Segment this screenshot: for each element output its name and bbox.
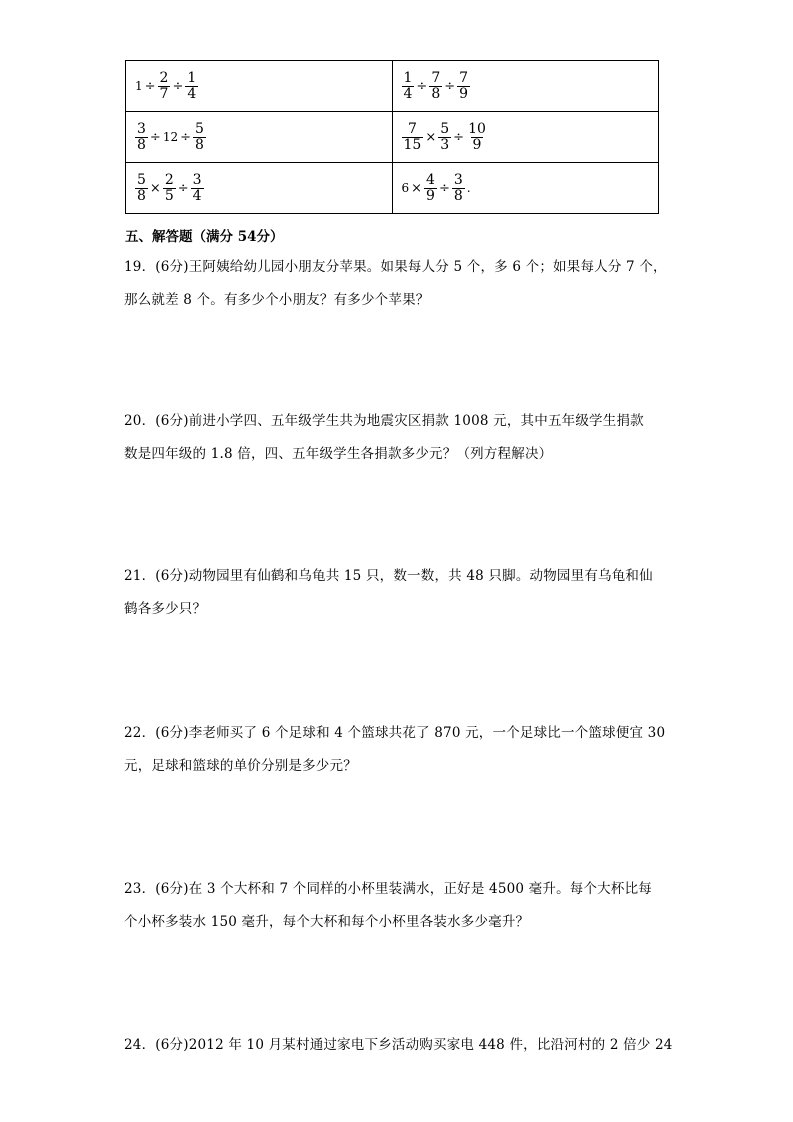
question-line: 个小杯多装水 150 毫升，每个大杯和每个小杯里各装水多少毫升？ (124, 914, 530, 930)
fraction (158, 71, 171, 102)
question-20 (124, 405, 663, 471)
fraction (424, 173, 437, 204)
fraction-denominator: 8 (431, 85, 441, 102)
fraction-denominator: 8 (453, 187, 463, 204)
fraction-denominator: 4 (192, 187, 202, 204)
question-19 (124, 251, 667, 317)
operator: ÷ (444, 78, 456, 94)
fraction-numerator: 10 (468, 120, 486, 137)
fraction-denominator: 4 (403, 85, 413, 102)
fraction-denominator: 9 (472, 136, 482, 153)
question-line: 鹤各多少只？ (124, 601, 207, 617)
fraction-denominator: 8 (195, 136, 204, 153)
question-line: 24．(6分)2012 年 10 月某村通过家电下乡活动购买家电 448 件，比沿河村的 2 倍少 24 (124, 1037, 673, 1053)
fraction-denominator: 9 (459, 85, 469, 102)
expression (401, 173, 472, 204)
section-title: 五、解答题（满分 54分） (125, 229, 284, 245)
fraction-numerator: 3 (192, 171, 202, 188)
fraction-denominator: 7 (159, 85, 169, 102)
question-24 (124, 1029, 673, 1062)
question-23 (124, 873, 663, 939)
fraction (438, 122, 451, 153)
fraction-denominator: 9 (426, 187, 435, 204)
fraction-numerator: 3 (453, 171, 463, 188)
fraction-numerator: 2 (164, 171, 174, 188)
fraction-numerator: 5 (195, 120, 204, 137)
operator: ÷ (149, 129, 161, 145)
calc-cell (126, 61, 393, 112)
operator: ÷ (144, 78, 156, 94)
number: 1 (135, 79, 143, 93)
expression (134, 71, 199, 102)
expression (134, 122, 207, 153)
fraction-numerator: 4 (426, 171, 435, 188)
calc-row (126, 163, 659, 214)
fraction-denominator: 4 (187, 85, 197, 102)
expression (401, 122, 489, 153)
question-line: 19．(6分)王阿姨给幼儿园小朋友分苹果。如果每人分 5 个，多 6 个；如果每人分 7 个， (124, 259, 667, 275)
calc-cell (126, 163, 393, 214)
operator: ÷ (172, 78, 184, 94)
number: 6 (401, 181, 410, 195)
fraction-numerator: 5 (137, 171, 146, 188)
fraction (457, 71, 470, 102)
number: . (466, 181, 471, 195)
fraction-numerator: 7 (407, 120, 417, 137)
calculation-table (125, 60, 659, 214)
question-line: 那么就差 8 个。有多少个小朋友？有多少个苹果？ (124, 292, 430, 308)
fraction (163, 173, 176, 204)
question-line: 22．(6分)李老师买了 6 个足球和 4 个篮球共花了 870 元，一个足球比一个篮球便宜 30 (124, 725, 666, 741)
fraction-numerator: 1 (403, 69, 413, 86)
operator: ÷ (180, 129, 192, 145)
question-line: 元，足球和篮球的单价分别是多少元？ (124, 758, 357, 774)
fraction-numerator: 2 (159, 69, 169, 86)
fraction-denominator: 5 (164, 187, 174, 204)
calc-cell (392, 112, 659, 163)
calc-row (126, 61, 659, 112)
operator: ÷ (438, 180, 450, 196)
calc-row (126, 112, 659, 163)
calc-cell (392, 163, 659, 214)
fraction (466, 122, 488, 153)
fraction-numerator: 7 (459, 69, 469, 86)
fraction (191, 173, 204, 204)
fraction-denominator: 8 (137, 136, 146, 153)
operator: × (149, 180, 161, 196)
question-21 (124, 560, 663, 626)
operator: ÷ (416, 78, 428, 94)
fraction-numerator: 1 (187, 69, 197, 86)
fraction (135, 122, 148, 153)
fraction-numerator: 7 (431, 69, 441, 86)
question-line: 21．(6分)动物园里有仙鹤和乌龟共 15 只，数一数，共 48 只脚。动物园里有乌龟和仙 (124, 568, 653, 584)
fraction-numerator: 5 (440, 120, 450, 137)
fraction (193, 122, 206, 153)
fraction (452, 173, 465, 204)
question-line: 数是四年级的 1.8 倍，四、五年级学生各捐款多少元？（列方程解决） (124, 446, 553, 462)
fraction (402, 122, 424, 153)
fraction-denominator: 3 (440, 136, 450, 153)
fraction-denominator: 15 (403, 136, 422, 153)
fraction (185, 71, 198, 102)
fraction-denominator: 8 (137, 187, 146, 204)
expression (134, 173, 205, 204)
question-22 (124, 717, 666, 783)
operator: ÷ (453, 129, 465, 145)
expression (401, 71, 472, 102)
question-line: 23．(6分)在 3 个大杯和 7 个同样的小杯里装满水，正好是 4500 毫升。每个大杯比每 (124, 881, 652, 897)
operator: × (411, 180, 423, 196)
calc-cell (126, 112, 393, 163)
fraction (135, 173, 148, 204)
number: 12 (162, 130, 179, 144)
operator: × (425, 129, 437, 145)
question-line: 20．(6分)前进小学四、五年级学生共为地震灾区捐款 1008 元，其中五年级学生捐款 (124, 413, 644, 429)
fraction-numerator: 3 (137, 120, 146, 137)
fraction (402, 71, 415, 102)
calc-cell (392, 61, 659, 112)
operator: ÷ (177, 180, 189, 196)
fraction (429, 71, 442, 102)
